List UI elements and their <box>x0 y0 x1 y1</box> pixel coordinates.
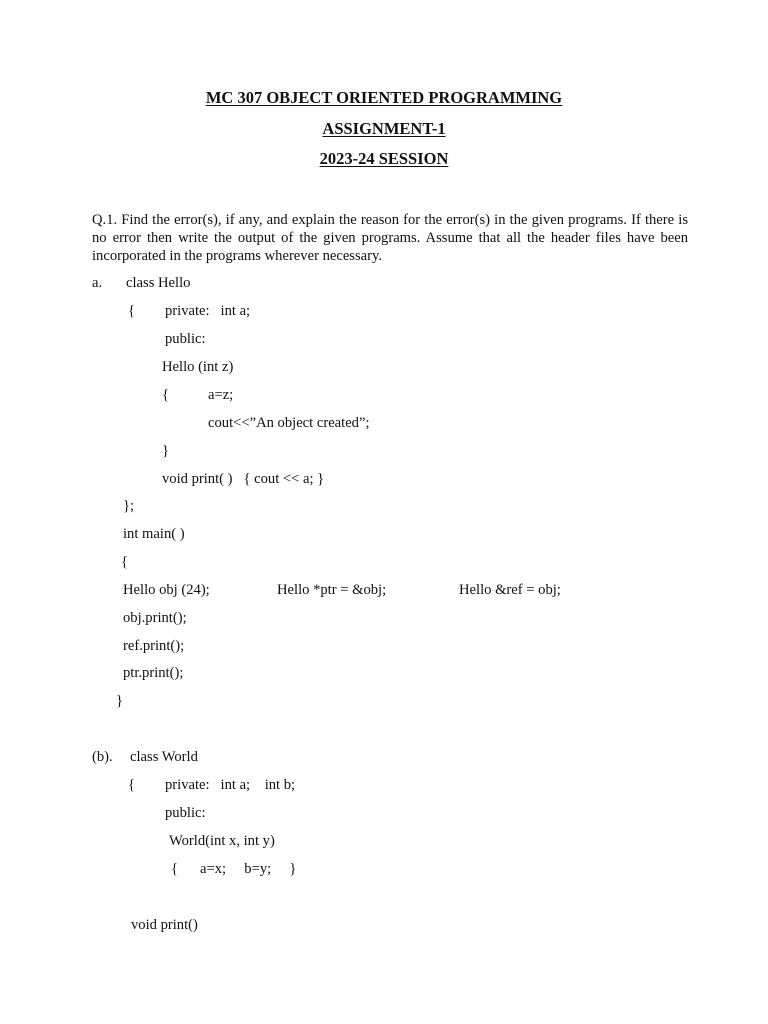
part-a-label: a. <box>92 275 103 291</box>
assignment-heading: ASSIGNMENT-1 <box>322 119 446 138</box>
code-line: }; <box>123 498 135 514</box>
code-line: { <box>162 387 170 403</box>
code-line: cout<<”An object created”; <box>208 415 370 431</box>
session-heading: 2023-24 SESSION <box>319 149 449 168</box>
question-text: Q.1. Find the error(s), if any, and explain the reason for the error(s) in the given programs. If there is no error then write the output of the given programs. Assume that all the header files have been incorporated in the programs wherever necessary. <box>92 212 688 264</box>
code-line: class Hello <box>126 275 191 291</box>
code-line: Hello &ref = obj; <box>459 582 561 598</box>
code-line: class World <box>130 749 198 765</box>
code-line: a=x; b=y; } <box>200 861 297 877</box>
code-line: } <box>116 693 124 709</box>
code-line: { <box>121 554 129 570</box>
code-line: a=z; <box>208 387 234 403</box>
code-line: ptr.print(); <box>123 665 184 681</box>
code-line: int main( ) <box>123 526 185 542</box>
code-line: public: <box>165 805 206 821</box>
code-line: { <box>171 861 179 877</box>
code-line: } <box>162 443 170 459</box>
code-line: { <box>128 777 136 793</box>
code-line: { <box>128 303 136 319</box>
code-line: World(int x, int y) <box>169 833 275 849</box>
code-line: void print() <box>131 917 198 933</box>
code-line: void print( ) { cout << a; } <box>162 471 325 487</box>
part-b-label: (b). <box>92 749 113 765</box>
code-line: Hello (int z) <box>162 359 234 375</box>
code-line: private: int a; <box>165 303 251 319</box>
code-line: Hello obj (24); <box>123 582 210 598</box>
code-line: private: int a; int b; <box>165 777 296 793</box>
code-line: obj.print(); <box>123 610 187 626</box>
code-line: ref.print(); <box>123 638 185 654</box>
document-title: MC 307 OBJECT ORIENTED PROGRAMMING <box>205 88 563 107</box>
code-line: public: <box>165 331 206 347</box>
code-line: Hello *ptr = &obj; <box>277 582 387 598</box>
